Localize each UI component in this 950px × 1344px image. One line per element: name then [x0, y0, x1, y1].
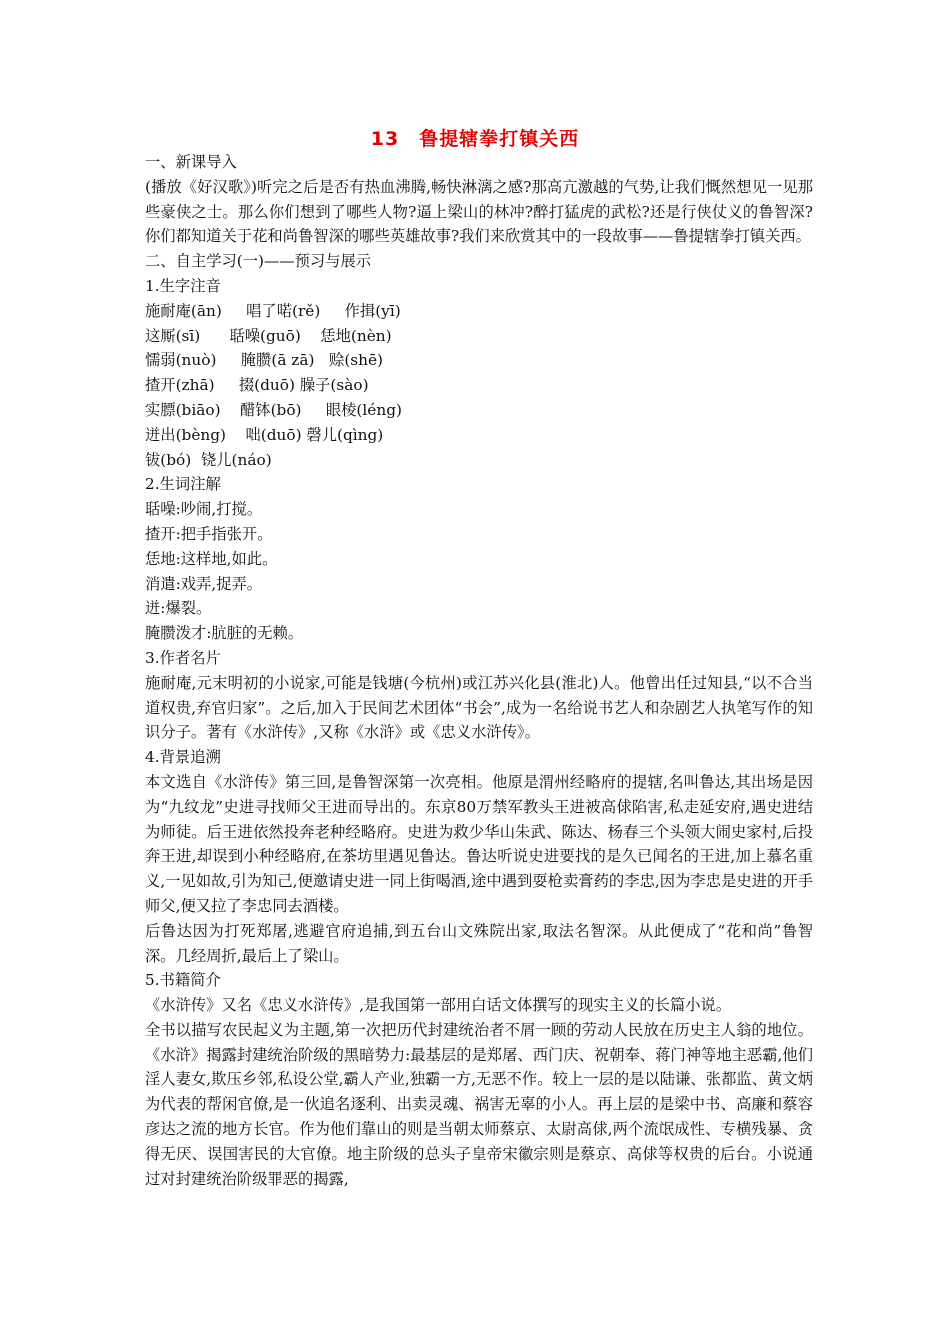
- vocab-list: [145, 497, 813, 646]
- subsection-heading: 4.背景追溯: [145, 748, 221, 767]
- paragraph: (播放《好汉歌》)听完之后是否有热血沸腾,畅快淋漓之感?那高亢激越的气势,让我们慨然想见一见那些豪侠之士。那么你们想到了哪些人物?逼上梁山的林冲?醉打猛虎的武松?还是行侠仗义的鲁智深?你们都知道关于花和尚鲁智深的哪些英雄故事?我们来欣赏其中的一段故事——鲁提辖拳打镇关西。: [145, 177, 813, 246]
- paragraph: 全书以描写农民起义为主题,第一次把历代封建统治者不屑一顾的劳动人民放在历史主人翁的地位。《水浒》揭露封建统治阶级的黑暗势力:最基层的是郑屠、西门庆、祝朝奉、蒋门神等地主恶霸,他们淫人妻女,欺压乡邻,私设公堂,霸人产业,独霸一方,无恶不作。较上一层的是以陆谦、张都监、黄文炳为代表的帮闲官僚,是一伙追名逐利、出卖灵魂、祸害无辜的小人。再上层的是梁中书、高廉和蔡容彦达之流的地方长官。作为他们靠山的则是当朝太师蔡京、太尉高俅,两个流氓成性、专横残暴、贪得无厌、误国害民的大官僚。地主阶级的总头子皇帝宋徽宗则是蔡京、高俅等权贵的后台。小说通过对封建统治阶级罪恶的揭露,: [145, 1020, 813, 1188]
- subsection-heading: 5.书籍简介: [145, 971, 221, 990]
- section-heading: 二、自主学习(一)——预习与展示: [145, 252, 372, 271]
- vocab-line: 迸:爆裂。: [145, 599, 212, 618]
- pinyin-line: 懦弱(nuò) 腌臜(ā zā) 赊(shē): [145, 351, 384, 370]
- subsection-heading: 1.生字注音: [145, 276, 221, 295]
- vocab-line: 恁地:这样地,如此。: [145, 549, 278, 568]
- vocab-line: 腌臜泼才:肮脏的无赖。: [145, 624, 304, 643]
- paragraph: 后鲁达因为打死郑屠,逃避官府追捕,到五台山文殊院出家,取法名智深。从此便成了“花和尚”鲁智深。几经周折,最后上了梁山。: [145, 921, 813, 965]
- pinyin-line: 这厮(sī) 聒噪(guō) 恁地(nèn): [145, 326, 392, 345]
- subsection-heading: 3.作者名片: [145, 648, 221, 667]
- vocab-line: 消遣:戏弄,捉弄。: [145, 574, 263, 593]
- paragraph: 施耐庵,元末明初的小说家,可能是钱塘(今杭州)或江苏兴化县(淮北)人。他曾出任过知县,“以不合当道权贵,弃官归家”。之后,加入于民间艺术团体“书会”,成为一名给说书艺人和杂剧艺人执笔写作的知识分子。著有《水浒传》,又称《水浒》或《忠义水浒传》。: [145, 673, 813, 742]
- paragraph: 本文选自《水浒传》第三回,是鲁智深第一次亮相。他原是渭州经略府的提辖,名叫鲁达,其出场是因为“九纹龙”史进寻找师父王进而导出的。东京80万禁军教头王进被高俅陷害,私走延安府,遇史进结为师徒。后王进依然投奔老种经略府。史进为救少华山朱武、陈达、杨春三个头领大闹史家村,后投奔王进,却误到小种经略府,在茶坊里遇见鲁达。鲁达听说史进要找的是久已闻名的王进,加上慕名重义,一见如故,引为知己,便邀请史进一同上街喝酒,途中遇到耍枪卖膏药的李忠,因为李忠是史进的开手师父,便又拉了李忠同去酒楼。: [145, 772, 813, 915]
- vocab-line: 聒噪:吵闹,打搅。: [145, 500, 263, 519]
- vocab-line: 揸开:把手指张开。: [145, 524, 273, 543]
- pinyin-list: [145, 299, 813, 473]
- paragraph: 《水浒传》又名《忠义水浒传》,是我国第一部用白话文体撰写的现实主义的长篇小说。: [145, 996, 732, 1015]
- pinyin-line: 揸开(zhā) 掇(duō) 臊子(sào): [145, 376, 369, 395]
- section-heading: 一、新课导入: [145, 153, 237, 171]
- pinyin-line: 钹(bó) 铙儿(náo): [145, 450, 272, 469]
- pinyin-line: 实膘(biāo) 醋钵(bō) 眼棱(léng): [145, 400, 402, 419]
- pinyin-line: 施耐庵(ān) 唱了喏(rě) 作揖(yī): [145, 301, 401, 320]
- page-title: 13 鲁提辖拳打镇关西: [370, 128, 580, 150]
- document-body: [145, 150, 813, 1191]
- subsection-heading: 2.生词注解: [145, 475, 221, 494]
- pinyin-line: 迸出(bèng) 咄(duō) 磬儿(qìng): [145, 425, 384, 444]
